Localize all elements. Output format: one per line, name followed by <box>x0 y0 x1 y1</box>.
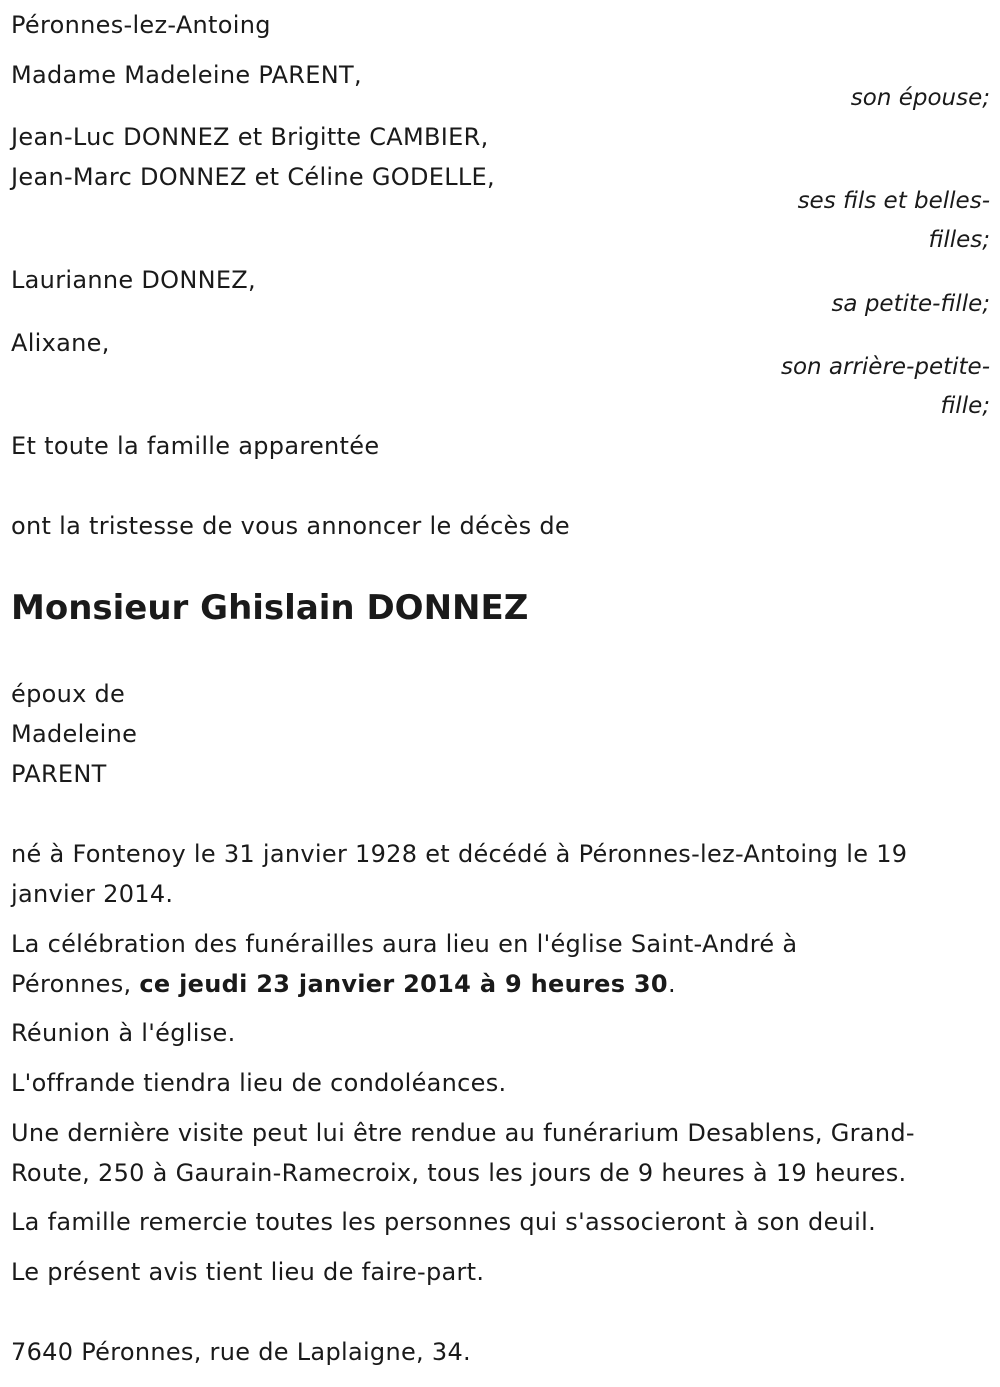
great-granddaughter-role-line2: fille; <box>940 393 990 419</box>
ceremony-suffix: . <box>667 970 676 998</box>
location-heading: Péronnes-lez-Antoing <box>11 11 271 39</box>
birth-death-line1: né à Fontenoy le 31 janvier 1928 et décédé à Péronnes-lez-Antoing le 19 <box>11 840 908 868</box>
ceremony-datetime: ce jeudi 23 janvier 2014 à 9 heures 30 <box>139 970 668 998</box>
spouse-of-line3: PARENT <box>11 760 107 788</box>
spouse-of-line2: Madeleine <box>11 720 138 748</box>
visit-line1: Une dernière visite peut lui être rendue au funérarium Desablens, Grand- <box>11 1119 915 1147</box>
great-granddaughter-role-line1: son arrière-petite- <box>780 354 990 380</box>
granddaughter-name: Laurianne DONNEZ, <box>11 266 256 294</box>
sons-role-line2: filles; <box>928 227 990 253</box>
offering-text: L'offrande tiendra lieu de condoléances. <box>11 1069 507 1097</box>
extended-family: Et toute la famille apparentée <box>11 432 380 460</box>
address-text: 7640 Péronnes, rue de Laplaigne, 34. <box>11 1338 471 1366</box>
granddaughter-role: sa petite-fille; <box>831 291 990 317</box>
thanks-text: La famille remercie toutes les personnes qui s'associeront à son deuil. <box>11 1208 877 1236</box>
notice-text: Le présent avis tient lieu de faire-part. <box>11 1258 485 1286</box>
ceremony-prefix: Péronnes, <box>11 970 140 998</box>
sons-role-line1: ses fils et belles- <box>797 188 990 214</box>
announcement-text: ont la tristesse de vous annoncer le décès de <box>11 512 570 540</box>
visit-line2: Route, 250 à Gaurain-Ramecroix, tous les jours de 9 heures à 19 heures. <box>11 1159 907 1187</box>
deceased-name: Monsieur Ghislain DONNEZ <box>11 588 529 628</box>
ceremony-line2 <box>11 964 676 1004</box>
spouse-name: Madame Madeleine PARENT, <box>11 61 362 89</box>
spouse-role: son épouse; <box>850 85 990 111</box>
son-2-name: Jean-Marc DONNEZ et Céline GODELLE, <box>11 163 495 191</box>
great-granddaughter-name: Alixane, <box>11 329 110 357</box>
spouse-of-line1: époux de <box>11 680 126 708</box>
son-1-name: Jean-Luc DONNEZ et Brigitte CAMBIER, <box>11 123 489 151</box>
birth-death-line2: janvier 2014. <box>11 880 174 908</box>
ceremony-line1: La célébration des funérailles aura lieu en l'église Saint-André à <box>11 930 798 958</box>
meeting-text: Réunion à l'église. <box>11 1019 236 1047</box>
